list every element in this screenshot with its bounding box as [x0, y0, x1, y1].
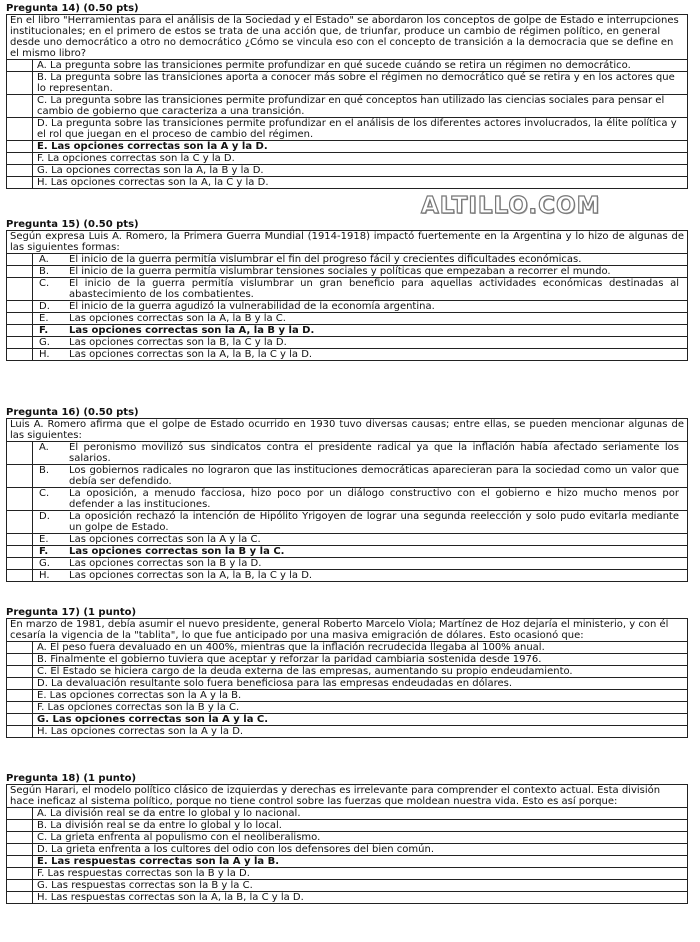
question-15 — [6, 219, 688, 361]
question-17 — [6, 607, 688, 738]
option-h[interactable]: H. Las opciones correctas son la A, la B, la C y la D. — [7, 569, 687, 581]
option-h[interactable]: H. Las respuestas correctas son la A, la B, la C y la D. — [7, 891, 687, 903]
question-14-options — [7, 60, 687, 188]
option-a[interactable]: A. La pregunta sobre las transiciones permite profundizar en qué sucede cuándo se retira un régimen no democrático. — [7, 60, 687, 71]
question-18-options — [7, 808, 687, 903]
question-18-stem: Según Harari, el modelo político clásico de izquierdas y derechas es irrelevante para comprender el contexto actual. Esta división hace ineficaz al sistema político, porque no tiene control sobre las fuerzas que moldean nuestra vida. Esto es así porque: — [7, 785, 687, 808]
option-f[interactable]: F. Las opciones correctas son la B y la C. — [7, 545, 687, 557]
question-15-box — [6, 230, 688, 361]
question-15-options — [7, 254, 687, 360]
watermark-logo: ALTILLO.COM — [421, 193, 601, 219]
option-c[interactable]: C. El Estado se hiciera cargo de la deuda externa de las empresas, aumentando su propio endeudamiento. — [7, 665, 687, 677]
question-16-stem: Luis A. Romero afirma que el golpe de Estado ocurrido en 1930 tuvo diversas causas; entre ellas, se pueden mencionar algunas de las siguientes: — [7, 419, 687, 442]
option-e[interactable]: E. Las opciones correctas son la A y la C. — [7, 533, 687, 545]
option-e[interactable]: E. Las respuestas correctas son la A y la B. — [7, 855, 687, 867]
option-b[interactable]: B. La división real se da entre lo global y lo local. — [7, 819, 687, 831]
option-e[interactable]: E. Las opciones correctas son la A y la D. — [7, 140, 687, 152]
option-f[interactable]: F. Las opciones correctas son la A, la B y la D. — [7, 324, 687, 336]
question-15-title: Pregunta 15) (0.50 pts) — [6, 219, 139, 230]
option-b[interactable]: B. Los gobiernos radicales no lograron que las instituciones democráticas aparecieran para la sociedad como un valor que debía ser defendido. — [7, 464, 687, 487]
option-a[interactable]: A. El inicio de la guerra permitía vislumbrar el fin del progreso fácil y crecientes dificultades económicas. — [7, 254, 687, 265]
question-16-box — [6, 418, 688, 582]
option-d[interactable]: D. La oposición rechazó la intención de Hipólito Yrigoyen de lograr una segunda reelección y solo pudo evitarla mediante un golpe de Estado. — [7, 510, 687, 533]
option-a[interactable]: A. El peronismo movilizó sus sindicatos contra el presidente radical ya que la inflación había afectado seriamente los salarios. — [7, 442, 687, 464]
option-e[interactable]: E. Las opciones correctas son la A y la B. — [7, 689, 687, 701]
option-d[interactable]: D. La pregunta sobre las transiciones permite profundizar en el análisis de los diferentes actores involucrados, la élite política y el rol que juegan en el proceso de cambio del régimen. — [7, 117, 687, 140]
question-16-options — [7, 442, 687, 581]
option-a[interactable]: A. La división real se da entre lo global y lo nacional. — [7, 808, 687, 819]
question-14 — [6, 3, 688, 189]
question-17-options — [7, 642, 687, 737]
option-b[interactable]: B. El inicio de la guerra permitía vislumbrar tensiones sociales y políticas que empezaban a recorrer el mundo. — [7, 265, 687, 277]
question-18-box — [6, 784, 688, 904]
question-15-stem: Según expresa Luis A. Romero, la Primera Guerra Mundial (1914-1918) impactó fuertemente en la Argentina y lo hizo de algunas de las siguientes formas: — [7, 231, 687, 254]
option-g[interactable]: G. Las opciones correctas son la B y la D. — [7, 557, 687, 569]
question-17-title: Pregunta 17) (1 punto) — [6, 607, 137, 618]
option-h[interactable]: H. Las opciones correctas son la A, la C y la D. — [7, 176, 687, 188]
question-18 — [6, 773, 688, 904]
question-14-title: Pregunta 14) (0.50 pts) — [6, 3, 139, 14]
option-c[interactable]: C. El inicio de la guerra permitía vislumbrar un gran beneficio para aquellas actividades económicas destinadas al abastecimiento de los combatientes. — [7, 277, 687, 300]
option-b[interactable]: B. Finalmente el gobierno tuviera que aceptar y reforzar la paridad cambiaria sostenida desde 1976. — [7, 653, 687, 665]
option-h[interactable]: H. Las opciones correctas son la A y la D. — [7, 725, 687, 737]
option-c[interactable]: C. La oposición, a menudo facciosa, hizo poco por un diálogo constructivo con el gobierno e hizo mucho menos por defender a las instituciones. — [7, 487, 687, 510]
option-d[interactable]: D. La devaluación resultante solo fuera beneficiosa para las empresas endeudadas en dólares. — [7, 677, 687, 689]
option-g[interactable]: G. Las opciones correctas son la B, la C y la D. — [7, 336, 687, 348]
option-c[interactable]: C. La pregunta sobre las transiciones permite profundizar en qué conceptos han utilizado las ciencias sociales para pensar el cambio de gobierno que caracteriza a una transición. — [7, 94, 687, 117]
option-g[interactable]: G. Las respuestas correctas son la B y la C. — [7, 879, 687, 891]
option-c[interactable]: C. La grieta enfrenta al populismo con el neoliberalismo. — [7, 831, 687, 843]
option-b[interactable]: B. La pregunta sobre las transiciones aporta a conocer más sobre el régimen no democrático qué se retira y en los actores que lo representan. — [7, 71, 687, 94]
option-f[interactable]: F. Las respuestas correctas son la B y la D. — [7, 867, 687, 879]
question-14-box — [6, 14, 688, 189]
option-a[interactable]: A. El peso fuera devaluado en un 400%, mientras que la inflación recrudecida llegaba al 100% anual. — [7, 642, 687, 653]
option-h[interactable]: H. Las opciones correctas son la A, la B, la C y la D. — [7, 348, 687, 360]
question-17-box — [6, 618, 688, 738]
option-e[interactable]: E. Las opciones correctas son la A, la B y la C. — [7, 312, 687, 324]
question-16-title: Pregunta 16) (0.50 pts) — [6, 407, 139, 418]
option-d[interactable]: D. El inicio de la guerra agudizó la vulnerabilidad de la economía argentina. — [7, 300, 687, 312]
option-g[interactable]: G. La opciones correctas son la A, la B y la D. — [7, 164, 687, 176]
option-d[interactable]: D. La grieta enfrenta a los cultores del odio con los defensores del bien común. — [7, 843, 687, 855]
question-16 — [6, 407, 688, 582]
option-f[interactable]: F. La opciones correctas son la C y la D. — [7, 152, 687, 164]
option-f[interactable]: F. Las opciones correctas son la B y la C. — [7, 701, 687, 713]
option-g[interactable]: G. Las opciones correctas son la A y la C. — [7, 713, 687, 725]
question-18-title: Pregunta 18) (1 punto) — [6, 773, 137, 784]
question-17-stem: En marzo de 1981, debía asumir el nuevo presidente, general Roberto Marcelo Viola; Martínez de Hoz dejaría el ministerio, y con él cesaría la vigencia de la "tablita", lo que fue anticipado por una masiva emigración de dólares. Esto ocasionó que: — [7, 619, 687, 642]
question-14-stem: En el libro "Herramientas para el análisis de la Sociedad y el Estado" se abordaron los conceptos de golpe de Estado e interrupciones institucionales; en el primero de estos se trata de una acción que, de triunfar, produce un cambio de régimen político, en general desde uno democrático a otro no democrático ¿Cómo se vincula eso con el concepto de transición a la democracia que se define en el mismo libro? — [7, 15, 687, 60]
